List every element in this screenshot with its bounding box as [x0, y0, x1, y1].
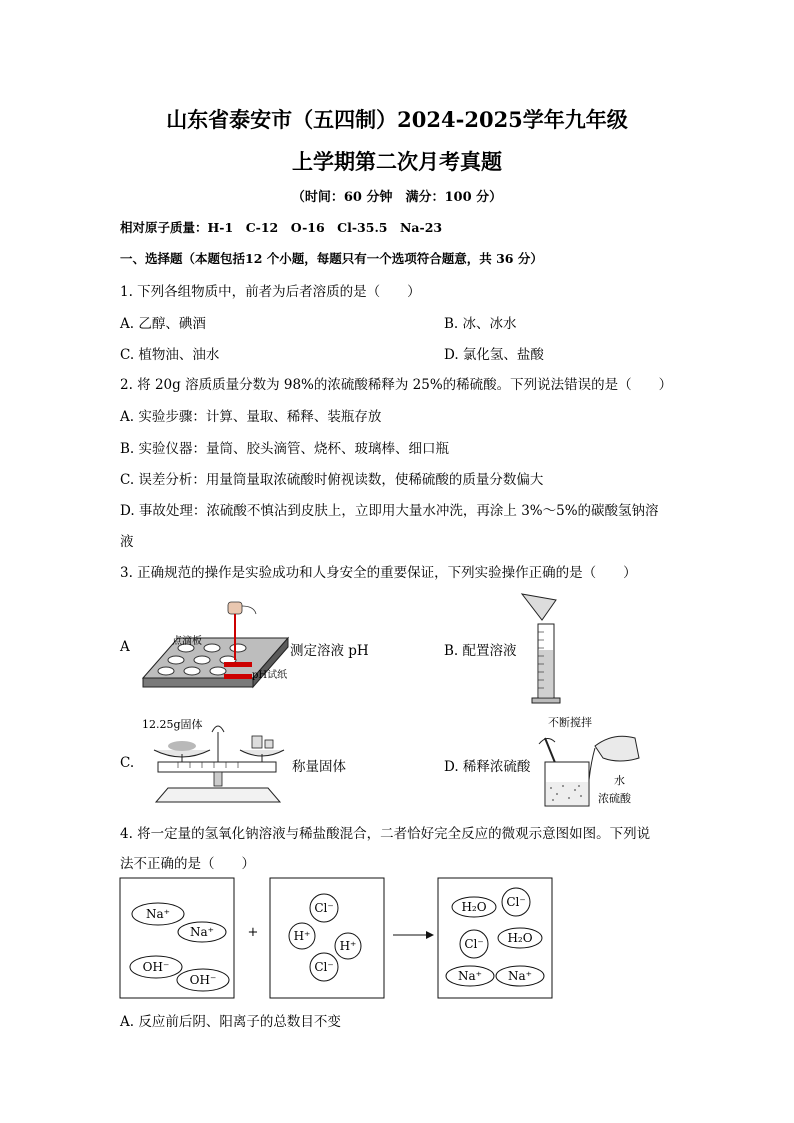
- label-cl-1: Cl⁻: [314, 901, 334, 915]
- q2-option-d: D. 事故处理：浓硫酸不慎沾到皮肤上，立即用大量水冲洗，再涂上 3%～5%的碳酸氢钠溶: [120, 503, 659, 519]
- label-h2o-1: H₂O: [461, 900, 487, 914]
- title-line-1: 山东省泰安市（五四制）2024-2025学年九年级: [166, 107, 628, 132]
- q4-stem: 4. 将一定量的氢氧化钠溶液与稀盐酸混合，二者恰好完全反应的微观示意图如图。下列说: [120, 826, 651, 842]
- label-cl-2: Cl⁻: [314, 960, 334, 974]
- label-cl-p1: Cl⁻: [506, 895, 526, 909]
- stir-label: 不断搅拌: [548, 716, 592, 729]
- balance-illustration: [148, 722, 288, 808]
- q1-option-b: B. 冰、冰水: [444, 316, 517, 332]
- q3-stem: 3. 正确规范的操作是实验成功和人身安全的重要保证，下列实验操作正确的是（ ）: [120, 565, 637, 581]
- label-h-1: H⁺: [293, 929, 311, 943]
- q3-option-a-letter: A: [120, 639, 130, 655]
- q3-option-b-text: B. 配置溶液: [444, 643, 517, 659]
- graduated-cylinder-illustration: [518, 590, 568, 708]
- section-heading: 一、选择题（本题包括12 个小题，每题只有一个选项符合题意，共 36 分）: [120, 251, 543, 266]
- acid-label: 浓硫酸: [598, 792, 631, 805]
- q1-option-d: D. 氯化氢、盐酸: [444, 347, 544, 363]
- water-label: 水: [614, 774, 625, 787]
- q2-option-c: C. 误差分析：用量筒量取浓硫酸时俯视读数，使稀硫酸的质量分数偏大: [120, 472, 544, 488]
- label-na-1: Na⁺: [146, 907, 170, 921]
- reaction-arrow-head: [426, 931, 434, 939]
- label-h-2: H⁺: [339, 939, 357, 953]
- q1-stem: 1. 下列各组物质中，前者为后者溶质的是（ ）: [120, 284, 421, 300]
- title-line-2: 上学期第二次月考真题: [292, 149, 502, 174]
- solid-mass-label: 12.25g固体: [142, 718, 203, 731]
- q1-option-c: C. 植物油、油水: [120, 347, 220, 363]
- label-na-2: Na⁺: [190, 925, 214, 939]
- label-h2o-2: H₂O: [507, 931, 533, 945]
- q4-option-a: A. 反应前后阴、阳离子的总数目不变: [120, 1014, 341, 1030]
- label-oh-2: OH⁻: [189, 973, 217, 987]
- q2-stem: 2. 将 20g 溶质质量分数为 98%的浓硫酸稀释为 25%的稀硫酸。下列说法错误的是（ ）: [120, 377, 673, 393]
- q1-option-a: A. 乙醇、碘酒: [120, 316, 206, 332]
- label-na-p1: Na⁺: [458, 969, 482, 983]
- q3-option-a-text: 测定溶液 pH: [290, 643, 369, 659]
- label-oh-1: OH⁻: [142, 960, 170, 974]
- q4-stem-cont: 法不正确的是（ ）: [120, 856, 255, 872]
- q3-option-c-letter: C.: [120, 755, 135, 771]
- plus-sign: +: [247, 925, 259, 940]
- q3-option-d-text: D. 稀释浓硫酸: [444, 759, 531, 775]
- label-cl-p2: Cl⁻: [464, 937, 484, 951]
- reaction-diagram: [118, 874, 554, 1000]
- q2-option-b: B. 实验仪器：量筒、胶头滴管、烧杯、玻璃棒、细口瓶: [120, 441, 450, 457]
- label-na-p2: Na⁺: [508, 969, 532, 983]
- atomic-mass: 相对原子质量：H-1 C-12 O-16 Cl-35.5 Na-23: [120, 220, 443, 235]
- spot-plate-label: 点滴板: [172, 636, 202, 647]
- q3-option-c-text: 称量固体: [292, 759, 346, 775]
- subtitle: （时间：60 分钟 满分：100 分）: [291, 190, 503, 205]
- q2-option-d-cont: 液: [120, 534, 134, 550]
- ph-paper-label: pH试纸: [252, 670, 288, 681]
- q2-option-a: A. 实验步骤：计算、量取、稀释、装瓶存放: [120, 409, 382, 425]
